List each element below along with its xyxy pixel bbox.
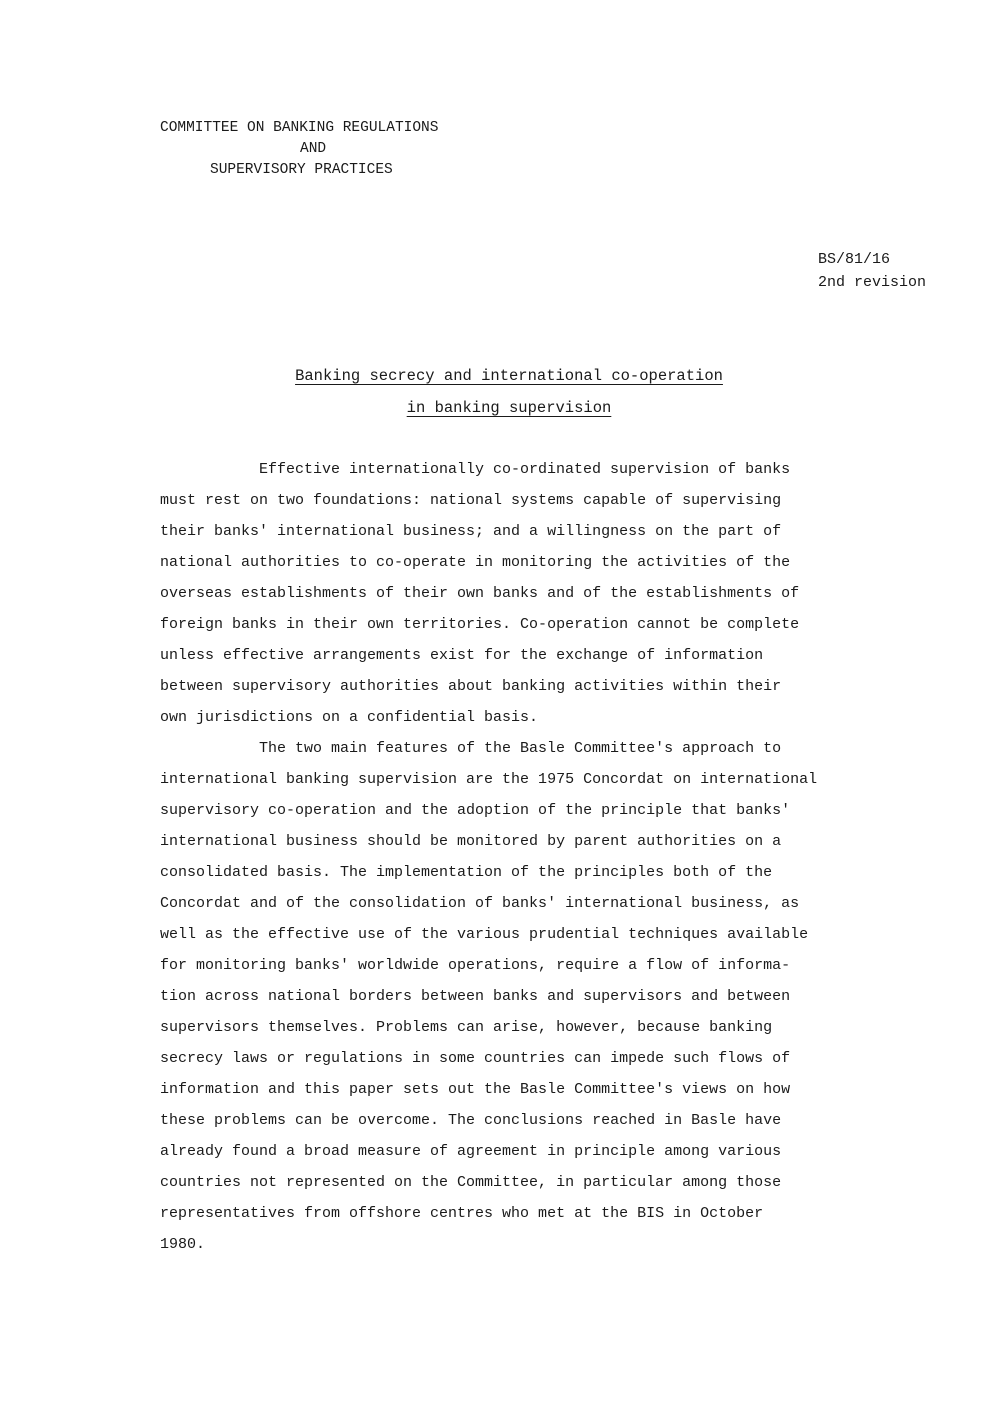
committee-line-1: COMMITTEE ON BANKING REGULATIONS: [160, 120, 439, 136]
paragraph-line: overseas establishments of their own banks and of the establishments of: [160, 585, 800, 602]
committee-line-3: SUPERVISORY PRACTICES: [210, 162, 393, 178]
document-revision: 2nd revision: [818, 274, 927, 291]
document-title: [0, 360, 990, 424]
paragraph-line: countries not represented on the Committee, in particular among those: [160, 1174, 782, 1191]
paragraph-line: information and this paper sets out the Basle Committee's views on how: [160, 1081, 791, 1098]
document-number: BS/81/16: [818, 251, 891, 268]
committee-heading: [160, 118, 438, 181]
title-line-1: Banking secrecy and international co-operation: [295, 367, 723, 385]
paragraph-line: between supervisory authorities about banking activities within their: [160, 678, 782, 695]
paragraph-line: foreign banks in their own territories. Co-operation cannot be complete: [160, 616, 800, 633]
paragraph-line: consolidated basis. The implementation of the principles both of the: [160, 864, 773, 881]
paragraph-line: own jurisdictions on a confidential basis.: [160, 709, 539, 726]
paragraph-2: [160, 733, 890, 1260]
paragraph-line: their banks' international business; and a willingness on the part of: [160, 523, 782, 540]
paragraph-line: must rest on two foundations: national systems capable of supervising: [160, 492, 782, 509]
committee-line-2: AND: [300, 141, 327, 157]
paragraph-line: Effective internationally co-ordinated supervision of banks: [259, 461, 791, 478]
paragraph-line: The two main features of the Basle Committee's approach to: [259, 740, 782, 757]
paragraph-line: tion across national borders between banks and supervisors and between: [160, 988, 791, 1005]
document-reference: [818, 248, 926, 294]
document-body: [160, 454, 890, 1260]
paragraph-line: representatives from offshore centres who met at the BIS in October: [160, 1205, 764, 1222]
paragraph-line: Concordat and of the consolidation of banks' international business, as: [160, 895, 800, 912]
paragraph-line: well as the effective use of the various prudential techniques available: [160, 926, 809, 943]
paragraph-line: international business should be monitored by parent authorities on a: [160, 833, 782, 850]
paragraph-line: supervisors themselves. Problems can arise, however, because banking: [160, 1019, 773, 1036]
paragraph-line: secrecy laws or regulations in some countries can impede such flows of: [160, 1050, 791, 1067]
paragraph-line: supervisory co-operation and the adoption of the principle that banks': [160, 802, 791, 819]
paragraph-line: international banking supervision are the 1975 Concordat on international: [160, 771, 818, 788]
title-line-2: in banking supervision: [406, 399, 612, 417]
paragraph-line: national authorities to co-operate in monitoring the activities of the: [160, 554, 791, 571]
paragraph-line: these problems can be overcome. The conclusions reached in Basle have: [160, 1112, 782, 1129]
paragraph-line: unless effective arrangements exist for the exchange of information: [160, 647, 764, 664]
paragraph-line: 1980.: [160, 1236, 206, 1253]
paragraph-1: [160, 454, 890, 733]
paragraph-line: for monitoring banks' worldwide operations, require a flow of informa-: [160, 957, 791, 974]
paragraph-line: already found a broad measure of agreement in principle among various: [160, 1143, 782, 1160]
